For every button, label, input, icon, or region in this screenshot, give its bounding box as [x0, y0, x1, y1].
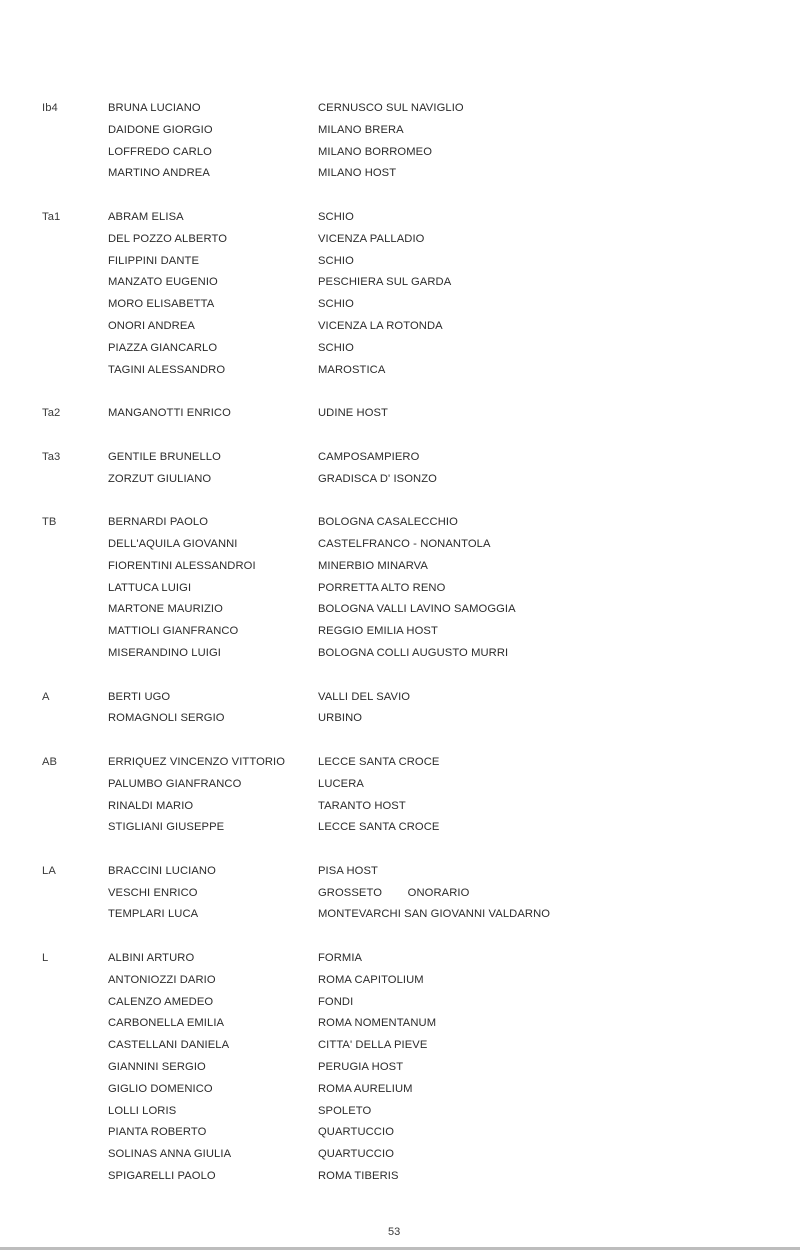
member-row — [0, 512, 800, 534]
member-row — [0, 752, 800, 774]
member-club: ROMA AURELIUM — [318, 1082, 413, 1095]
member-row — [0, 251, 800, 273]
member-club: PERUGIA HOST — [318, 1061, 404, 1074]
member-name: GENTILE BRUNELLO — [108, 450, 221, 463]
member-club: MILANO BRERA — [318, 123, 404, 136]
group-spacer — [0, 839, 800, 861]
member-row — [0, 796, 800, 818]
member-club: URBINO — [318, 712, 363, 725]
district-group — [0, 687, 800, 731]
member-name: SOLINAS ANNA GIULIA — [108, 1148, 232, 1161]
member-club: MILANO HOST — [318, 167, 397, 180]
member-name: MISERANDINO LUIGI — [108, 646, 221, 659]
district-group — [0, 207, 800, 381]
member-name: MARTONE MAURIZIO — [108, 603, 223, 616]
member-name: PIAZZA GIANCARLO — [108, 341, 218, 354]
member-club: MONTEVARCHI SAN GIOVANNI VALDARNO — [318, 908, 551, 921]
member-name: DAIDONE GIORGIO — [108, 123, 213, 136]
member-club: BOLOGNA VALLI LAVINO SAMOGGIA — [318, 603, 516, 616]
member-club: FORMIA — [318, 952, 363, 965]
member-club: CITTA' DELLA PIEVE — [318, 1039, 428, 1052]
district-code: LA — [42, 864, 56, 877]
member-name: DEL POZZO ALBERTO — [108, 232, 227, 245]
member-club: SCHIO — [318, 341, 354, 354]
member-club: ROMA TIBERIS — [318, 1170, 399, 1183]
member-club: QUARTUCCIO — [318, 1126, 395, 1139]
member-row — [0, 621, 800, 643]
member-club: QUARTUCCIO — [318, 1148, 395, 1161]
member-name: LOLLI LORIS — [108, 1104, 177, 1117]
member-row — [0, 447, 800, 469]
member-name: MATTIOLI GIANFRANCO — [108, 625, 239, 638]
scan-bottom-edge — [0, 1247, 800, 1250]
district-code: AB — [42, 755, 58, 768]
member-club: PISA HOST — [318, 864, 378, 877]
member-club: GROSSETO ONORARIO — [318, 886, 470, 899]
member-name: MANZATO EUGENIO — [108, 276, 218, 289]
member-row — [0, 904, 800, 926]
member-club: CERNUSCO SUL NAVIGLIO — [318, 102, 464, 114]
member-club: VALLI DEL SAVIO — [318, 690, 411, 703]
group-spacer — [0, 185, 800, 207]
member-name: BRACCINI LUCIANO — [108, 864, 216, 877]
member-row — [0, 1144, 800, 1166]
member-name: CARBONELLA EMILIA — [108, 1017, 225, 1030]
member-row — [0, 98, 800, 120]
group-spacer — [0, 730, 800, 752]
member-name: ALBINI ARTURO — [108, 952, 195, 965]
member-name: STIGLIANI GIUSEPPE — [108, 821, 225, 834]
member-row — [0, 360, 800, 382]
member-row — [0, 708, 800, 730]
member-club: TARANTO HOST — [318, 799, 406, 812]
member-club: PORRETTA ALTO RENO — [318, 581, 446, 594]
member-club: BOLOGNA COLLI AUGUSTO MURRI — [318, 646, 509, 659]
member-name: LATTUCA LUIGI — [108, 581, 192, 594]
group-spacer — [0, 381, 800, 403]
district-group — [0, 98, 800, 185]
member-row — [0, 1122, 800, 1144]
member-name: GIGLIO DOMENICO — [108, 1082, 213, 1095]
member-name: BERNARDI PAOLO — [108, 516, 209, 529]
member-name: CASTELLANI DANIELA — [108, 1039, 230, 1052]
member-row — [0, 229, 800, 251]
member-row — [0, 534, 800, 556]
member-name: ONORI ANDREA — [108, 319, 195, 332]
district-code: L — [42, 952, 49, 965]
member-name: GIANNINI SERGIO — [108, 1061, 206, 1074]
member-name: DELL'AQUILA GIOVANNI — [108, 537, 238, 550]
member-club: VICENZA PALLADIO — [318, 232, 425, 245]
member-row — [0, 207, 800, 229]
district-code: TB — [42, 516, 57, 529]
district-code: Ta2 — [42, 407, 61, 420]
member-club: MILANO BORROMEO — [318, 145, 433, 158]
district-group — [0, 403, 800, 425]
district-group — [0, 447, 800, 491]
member-name: VESCHI ENRICO — [108, 886, 198, 899]
member-name: ERRIQUEZ VINCENZO VITTORIO — [108, 755, 286, 768]
member-name: PIANTA ROBERTO — [108, 1126, 207, 1139]
district-group — [0, 512, 800, 665]
district-code: A — [42, 690, 50, 703]
member-row — [0, 643, 800, 665]
district-group — [0, 861, 800, 926]
member-name: FIORENTINI ALESSANDROI — [108, 559, 256, 572]
member-club: UDINE HOST — [318, 407, 388, 420]
member-name: ROMAGNOLI SERGIO — [108, 712, 225, 725]
member-name: FILIPPINI DANTE — [108, 254, 200, 267]
member-name: CALENZO AMEDEO — [108, 995, 214, 1008]
member-name: BRUNA LUCIANO — [108, 102, 201, 114]
member-row — [0, 687, 800, 709]
member-row — [0, 1035, 800, 1057]
member-club: SPOLETO — [318, 1104, 372, 1117]
member-row — [0, 1057, 800, 1079]
member-name: MANGANOTTI ENRICO — [108, 407, 231, 420]
district-group — [0, 948, 800, 1188]
member-club: SCHIO — [318, 254, 354, 267]
member-name: ZORZUT GIULIANO — [108, 472, 212, 485]
member-name: PALUMBO GIANFRANCO — [108, 777, 242, 790]
group-spacer — [0, 926, 800, 948]
member-name: MARTINO ANDREA — [108, 167, 210, 180]
member-club: LECCE SANTA CROCE — [318, 821, 440, 834]
district-group — [0, 752, 800, 839]
district-code: Ta1 — [42, 210, 61, 223]
member-club: BOLOGNA CASALECCHIO — [318, 516, 458, 529]
member-club: MINERBIO MINARVA — [318, 559, 428, 572]
district-code: Ta3 — [42, 450, 61, 463]
member-row — [0, 1101, 800, 1123]
member-row — [0, 578, 800, 600]
member-club: LECCE SANTA CROCE — [318, 755, 440, 768]
member-club: SCHIO — [318, 210, 354, 223]
member-club: CAMPOSAMPIERO — [318, 450, 420, 463]
member-club: GRADISCA D' ISONZO — [318, 472, 437, 485]
member-name: SPIGARELLI PAOLO — [108, 1170, 216, 1183]
member-name: TAGINI ALESSANDRO — [108, 363, 226, 376]
member-club: CASTELFRANCO - NONANTOLA — [318, 537, 491, 550]
member-club: ROMA CAPITOLIUM — [318, 973, 424, 986]
member-row — [0, 142, 800, 164]
member-row — [0, 883, 800, 905]
member-row — [0, 556, 800, 578]
member-name: BERTI UGO — [108, 690, 171, 703]
member-club: PESCHIERA SUL GARDA — [318, 276, 452, 289]
member-row — [0, 861, 800, 883]
member-name: ABRAM ELISA — [108, 210, 184, 223]
group-spacer — [0, 665, 800, 687]
member-row — [0, 469, 800, 491]
member-club: REGGIO EMILIA HOST — [318, 625, 438, 638]
district-code: Ib4 — [42, 102, 58, 114]
member-row — [0, 774, 800, 796]
member-row — [0, 163, 800, 185]
member-list — [0, 98, 800, 1188]
member-club: MAROSTICA — [318, 363, 386, 376]
member-row — [0, 316, 800, 338]
member-row — [0, 970, 800, 992]
member-name: LOFFREDO CARLO — [108, 145, 212, 158]
member-club: ROMA NOMENTANUM — [318, 1017, 437, 1030]
member-row — [0, 948, 800, 970]
member-row — [0, 294, 800, 316]
member-row — [0, 1013, 800, 1035]
member-club: VICENZA LA ROTONDA — [318, 319, 443, 332]
member-row — [0, 1166, 800, 1188]
group-spacer — [0, 490, 800, 512]
member-row — [0, 1079, 800, 1101]
member-row — [0, 817, 800, 839]
page-number: 53 — [388, 1226, 401, 1238]
member-name: RINALDI MARIO — [108, 799, 194, 812]
member-row — [0, 338, 800, 360]
group-spacer — [0, 425, 800, 447]
member-row — [0, 120, 800, 142]
member-row — [0, 992, 800, 1014]
member-club: FONDI — [318, 995, 354, 1008]
member-row — [0, 403, 800, 425]
member-club: SCHIO — [318, 298, 354, 311]
member-name: TEMPLARI LUCA — [108, 908, 199, 921]
member-row — [0, 272, 800, 294]
member-name: ANTONIOZZI DARIO — [108, 973, 216, 986]
member-club: LUCERA — [318, 777, 364, 790]
member-row — [0, 599, 800, 621]
member-name: MORO ELISABETTA — [108, 298, 215, 311]
